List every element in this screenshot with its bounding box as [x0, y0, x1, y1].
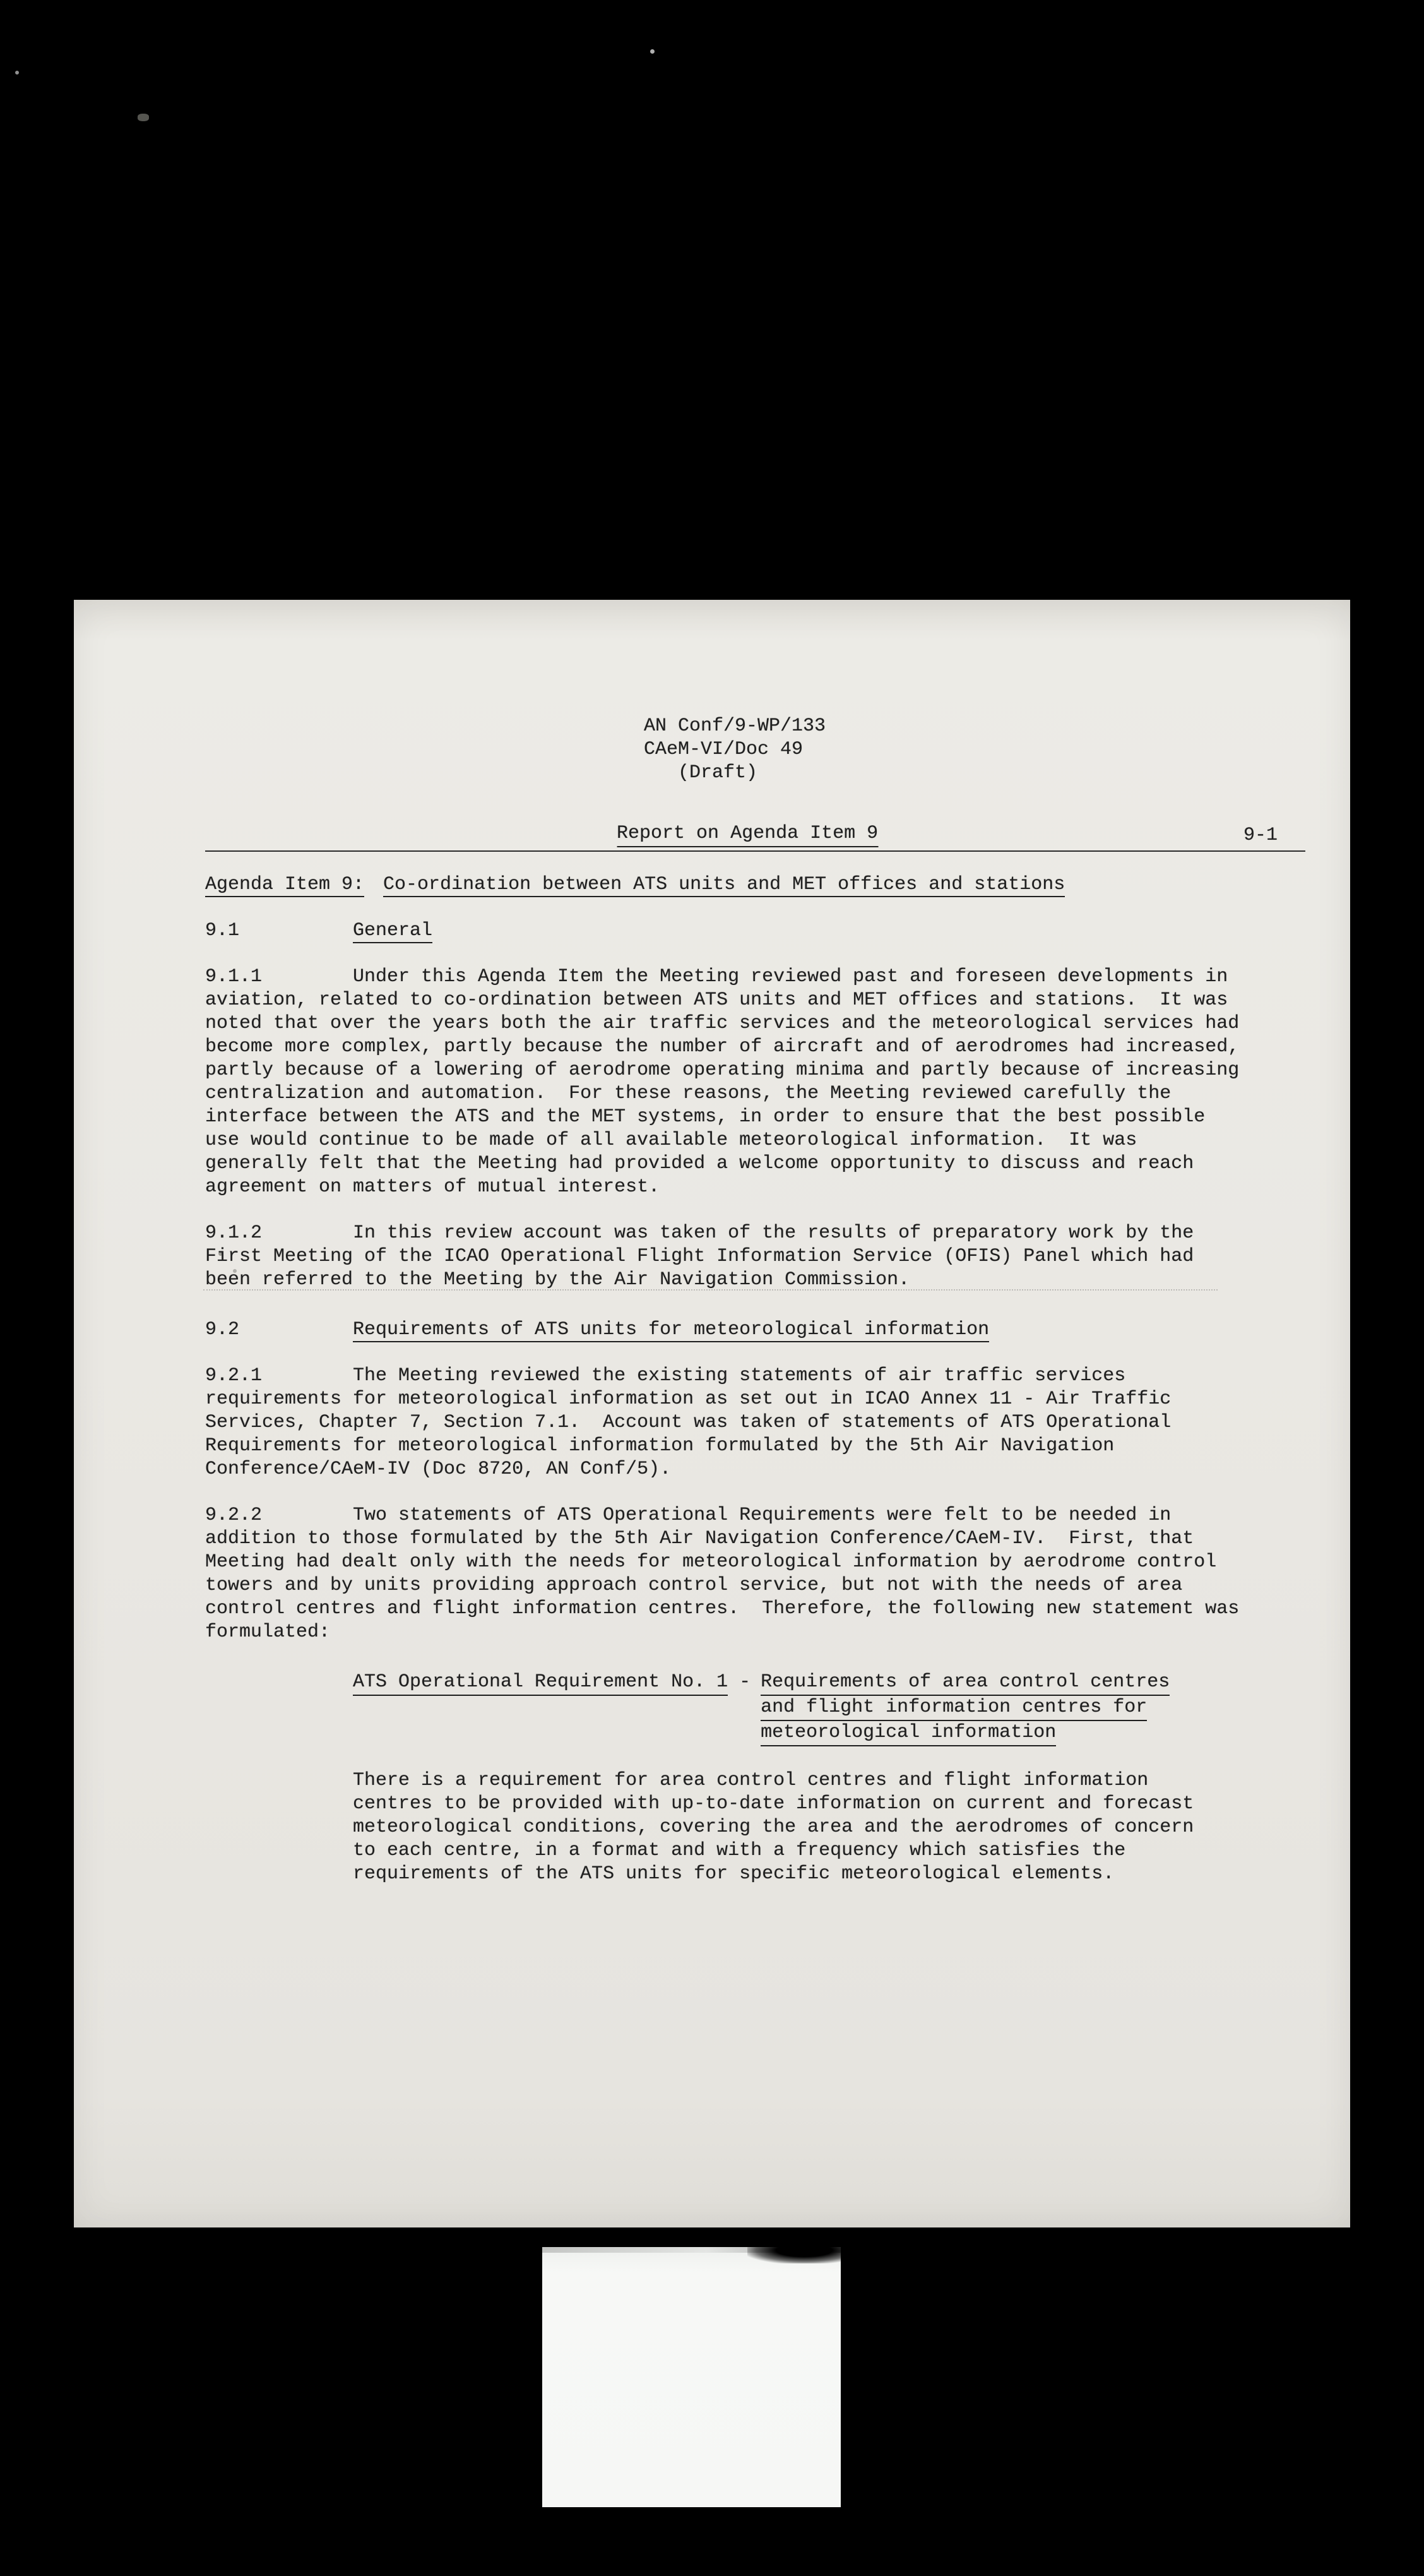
dust-speck — [650, 49, 655, 54]
requirement-body-text: There is a requirement for area control centres and flight information centres to be provided with up-to-date information on current and forecast meteorological conditions, covering the area and the aerodromes of concern to each centre, in a format and with a frequency which satisfies the requirements of the ATS units for specific meteorological elements. — [353, 1770, 1206, 1885]
paragraph-number: 9.2.1 — [205, 1365, 263, 1386]
report-header-rule — [205, 820, 1305, 852]
requirement-title-line-3: meteorological information — [761, 1721, 1056, 1746]
paragraph-number: 9.1.1 — [205, 966, 263, 987]
doc-ref-line-1: AN Conf/9-WP/133 — [644, 715, 826, 737]
agenda-item-title: Co-ordination between ATS units and MET offices and stations — [383, 874, 1065, 897]
section-title: General — [353, 920, 432, 943]
section-heading-9-1 — [205, 919, 1245, 943]
paragraph-9-2-1 — [205, 1364, 1245, 1481]
requirement-title-line-2: and flight information centres for — [761, 1696, 1147, 1721]
requirement-heading — [353, 1671, 1305, 1746]
paragraph-9-1-1 — [205, 965, 1251, 1199]
dust-speck — [138, 114, 149, 121]
paragraph-text: The Meeting reviewed the existing statements of air traffic services requirements for meteorological information as set out in ICAO Annex 11 - Air Traffic Services, Chapter 7, Section 7.1. Account was taken of statements of ATS Operational Requirements for meteorological information formulated by the 5th Air Navigation Conference/CAeM-IV (Doc 8720, AN Conf/5). — [205, 1365, 1183, 1480]
paragraph-number: 9.2.2 — [205, 1505, 263, 1526]
agenda-item-heading — [205, 873, 1266, 897]
paragraph-9-2-2 — [205, 1504, 1251, 1644]
doc-ref-line-2: CAeM-VI/Doc 49 — [644, 739, 804, 760]
document-page — [74, 600, 1350, 2227]
section-number: 9.1 — [205, 920, 240, 941]
paragraph-text: Under this Agenda Item the Meeting reviewed past and foreseen developments in aviation, related to co-ordination between ATS units and MET offices and stations. It was noted that over the years both the air traffic services and the meteorological services had become more complex, partly because the number of aircraft and of aerodromes had increased, partly because of a lowering of aerodrome operating minima and partly because of increasing centralization and automation. For these reasons, the Meeting reviewed carefully the interface between the ATS and the MET systems, in order to ensure that the best possible use would continue to be made of all available meteorological information. It was generally felt that the Meeting had provided a welcome opportunity to discuss and reach agreement on matters of mutual interest. — [205, 966, 1251, 1198]
page-content — [74, 600, 1350, 1886]
agenda-item-label: Agenda Item 9: — [205, 874, 364, 897]
doc-ref-draft: (Draft) — [678, 762, 758, 784]
section-number: 9.2 — [205, 1319, 240, 1340]
requirement-label: ATS Operational Requirement No. 1 — [353, 1671, 728, 1696]
section-heading-9-2 — [205, 1318, 1245, 1342]
next-page-sheet — [542, 2247, 841, 2507]
requirement-dash: - — [739, 1671, 751, 1693]
section-title: Requirements of ATS units for meteorological information — [353, 1319, 989, 1342]
paragraph-text: Two statements of ATS Operational Requirements were felt to be needed in addition to those formulated by the 5th Air Navigation Conference/CAeM-IV. First, that Meeting had dealt only with the needs for meteorological information by aerodrome control towers and by units providing approach control service, but not with the needs of area control centres and flight information centres. Therefore, the following new statement was formulated: — [205, 1505, 1251, 1643]
dust-speck — [15, 71, 19, 75]
paragraph-9-1-2 — [205, 1222, 1245, 1292]
document-reference-block — [644, 715, 1305, 785]
paragraph-number: 9.1.2 — [205, 1222, 263, 1244]
page-number: 9-1 — [1243, 825, 1278, 846]
paragraph-text: In this review account was taken of the results of preparatory work by the First Meeting of the ICAO Operational Flight Information Service (OFIS) Panel which had been referred to the Meeting by the Air Navigation Commission. — [205, 1222, 1206, 1291]
requirement-title-lines — [761, 1671, 1170, 1746]
requirement-title-line-1: Requirements of area control centres — [761, 1671, 1170, 1696]
ink-smudge — [747, 2245, 842, 2263]
report-title: Report on Agenda Item 9 — [617, 822, 878, 847]
